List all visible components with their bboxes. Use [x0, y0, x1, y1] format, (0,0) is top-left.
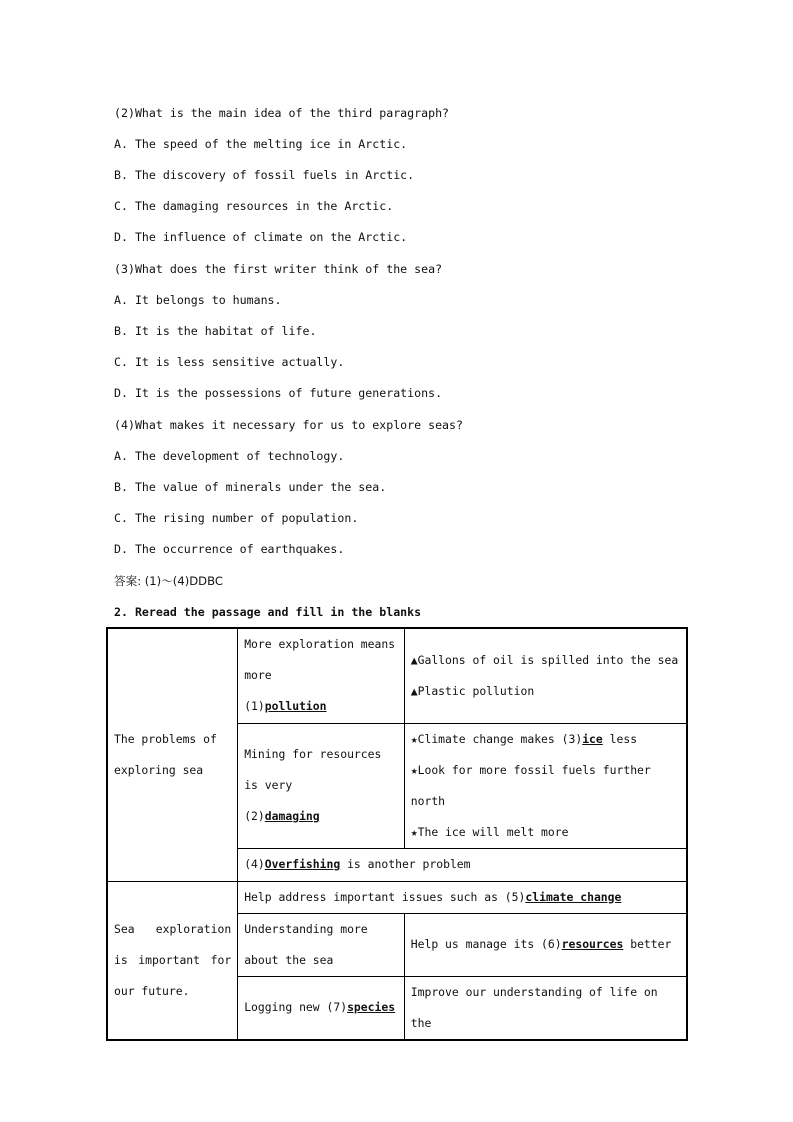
question-2-option-d: D. The influence of climate on the Arctic.	[114, 230, 408, 244]
answer-key: 答案: (1)～(4)DDBC	[114, 574, 223, 588]
pollution-text: More exploration means more	[244, 637, 396, 683]
section-heading: 2. Reread the passage and fill in the blanks	[114, 605, 422, 619]
understanding-cell	[238, 913, 405, 976]
climate-item: ★Climate change makes (3)ice less	[410, 731, 638, 746]
blank-3-answer: ice	[582, 731, 603, 746]
mining-text: Mining for resources is very	[244, 747, 382, 792]
blank-2: (2)damaging	[244, 809, 320, 823]
question-3-stem: (3)What does the first writer think of the sea?	[114, 262, 443, 276]
blank-1: (1)pollution	[244, 699, 327, 714]
mining-cell	[238, 723, 405, 848]
blank-4-answer: Overfishing	[264, 857, 341, 871]
pollution-detail-cell	[404, 628, 687, 723]
life-understanding-text: Improve our understanding of life on the	[410, 984, 658, 1030]
blank-2-answer: damaging	[264, 809, 320, 823]
plastic-pollution-item: ▲Plastic pollution	[410, 683, 535, 698]
table-row	[107, 628, 687, 723]
table-row	[107, 881, 687, 913]
question-2-option-a: A. The speed of the melting ice in Arctic.	[114, 137, 408, 151]
pollution-cell	[238, 628, 405, 723]
blank-6-answer: resources	[561, 937, 624, 951]
mining-detail-cell	[404, 723, 687, 848]
blank-5-answer: climate change	[525, 889, 622, 904]
question-3-option-c: C. It is less sensitive actually.	[114, 355, 345, 369]
question-3-option-d: D. It is the possessions of future generations.	[114, 386, 443, 400]
fossil-fuels-item: ★Look for more fossil fuels further north	[410, 762, 651, 808]
oil-spill-item: ▲Gallons of oil is spilled into the sea	[410, 652, 679, 667]
question-4-option-a: A. The development of technology.	[114, 449, 345, 463]
blank-1-answer: pollution	[264, 699, 327, 714]
life-understanding-cell	[404, 976, 687, 1040]
importance-label: Sea exploration is important for our future.	[114, 921, 232, 998]
species-cell: Logging new (7)species	[238, 976, 405, 1040]
understanding-text: Understanding more about the sea	[244, 921, 368, 967]
question-4-option-b: B. The value of minerals under the sea.	[114, 480, 387, 494]
question-2-stem: (2)What is the main idea of the third paragraph?	[114, 106, 450, 120]
problems-label-cell	[107, 628, 238, 881]
question-2-option-c: C. The damaging resources in the Arctic.	[114, 199, 394, 213]
overfishing-cell: (4)Overfishing is another problem	[238, 848, 687, 881]
problems-label: The problems of exploring sea	[114, 731, 217, 777]
question-2-option-b: B. The discovery of fossil fuels in Arctic.	[114, 168, 415, 182]
question-3-option-b: B. It is the habitat of life.	[114, 324, 317, 338]
ice-melt-item: ★The ice will melt more	[410, 824, 569, 839]
question-4-option-d: D. The occurrence of earthquakes.	[114, 542, 345, 556]
question-3-option-a: A. It belongs to humans.	[114, 293, 282, 307]
question-4-option-c: C. The rising number of population.	[114, 511, 359, 525]
blank-7-answer: species	[347, 1000, 396, 1014]
climate-change-cell: Help address important issues such as (5)climate change	[238, 881, 687, 913]
resources-cell: Help us manage its (6)resources better	[404, 913, 687, 976]
fill-in-table	[106, 627, 688, 1041]
importance-label-cell	[107, 881, 238, 1040]
question-4-stem: (4)What makes it necessary for us to explore seas?	[114, 418, 464, 432]
